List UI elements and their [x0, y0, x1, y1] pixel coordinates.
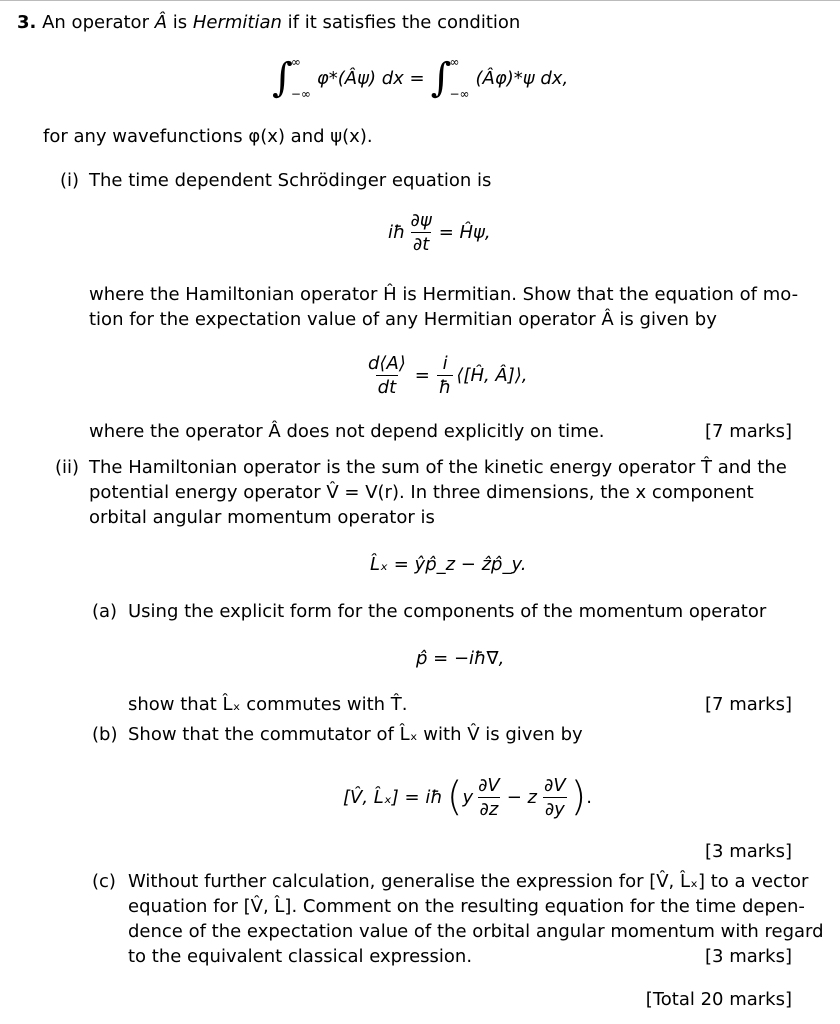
question-number: 3.: [17, 12, 37, 33]
total-marks: [Total 20 marks]: [645, 989, 792, 1010]
commutator-equation: [V̂, L̂ₓ] = iħ ( y $\frac{\partial V}{\partial z}$ − z $\frac{\partial V}{\partial y}$ ) .: [343, 774, 592, 820]
part-b-line1: Show that the commutator of L̂ₓ with V̂ is given by: [128, 724, 583, 745]
part-c-line4: to the equivalent classical expression.: [128, 946, 473, 967]
part-c-line1: Without further calculation, generalise the expression for [V̂, L̂ₓ] to a vector: [128, 871, 809, 892]
part-ii-line3: orbital angular momentum operator is: [89, 507, 435, 528]
part-i-label: (i): [60, 170, 80, 191]
dpsi-dt-fraction: $\frac{\partial\psi}{\partial t}$: [410, 209, 432, 255]
part-i-line1: The time dependent Schrödinger equation is: [89, 170, 492, 191]
part-a-line2: show that L̂ₓ commutes with T̂.: [128, 694, 408, 715]
part-ii-line2: potential energy operator V̂ = V(r). In three dimensions, the x component: [89, 482, 754, 503]
part-i-marks: [7 marks]: [705, 421, 792, 442]
part-a-label: (a): [92, 601, 118, 622]
hermitian-equation: ∫ ∞ −∞ φ*(Âψ) dx = ∫ ∞ −∞ (Âφ)*ψ dx,: [272, 55, 569, 101]
part-i-line2: where the Hamiltonian operator Ĥ is Hermitian. Show that the equation of mo-: [89, 284, 799, 305]
part-ii-line1: The Hamiltonian operator is the sum of the kinetic energy operator T̂ and the: [89, 457, 787, 478]
part-i-line3: tion for the expectation value of any Hermitian operator Â is given by: [89, 309, 717, 330]
part-a-line1: Using the explicit form for the components of the momentum operator: [128, 601, 767, 622]
part-c-line2: equation for [V̂, L̂]. Comment on the resulting equation for the time depen-: [128, 896, 805, 917]
dA-dt-fraction: $\frac{d⟨A⟩}{dt}$: [368, 352, 406, 398]
i-hbar-fraction: $\frac{i}{ħ}$: [438, 352, 452, 398]
integral-lhs: ∫ ∞ −∞: [272, 55, 311, 101]
for-any-text: for any wavefunctions φ(x) and ψ(x).: [43, 126, 373, 147]
top-rule: [0, 0, 840, 1]
part-ii-label: (ii): [55, 457, 80, 478]
momentum-equation: p̂ = −iħ∇,: [416, 648, 505, 669]
dV-dz-fraction: $\frac{\partial V}{\partial z}$: [478, 774, 500, 820]
part-a-marks: [7 marks]: [705, 694, 792, 715]
question-intro: 3. An operator Â is Hermitian if it satisfies the condition: [17, 12, 521, 33]
motion-equation: $\frac{d⟨A⟩}{dt}$ = $\frac{i}{ħ}$ ⟨[Ĥ, Â]⟩,: [368, 352, 528, 398]
dV-dy-fraction: $\frac{\partial V}{\partial y}$: [544, 774, 566, 820]
part-c-label: (c): [92, 871, 116, 892]
part-c-marks: [3 marks]: [705, 946, 792, 967]
part-b-marks: [3 marks]: [705, 841, 792, 862]
schrodinger-equation: iħ $\frac{\partial\psi}{\partial t}$ = Ĥψ,: [388, 209, 491, 255]
integral-rhs: ∫ ∞ −∞: [430, 55, 470, 101]
part-c-line3: dence of the expectation value of the orbital angular momentum with regard: [128, 921, 824, 942]
part-i-line4: where the operator Â does not depend explicitly on time.: [89, 421, 605, 442]
Lx-equation: L̂ₓ = ŷp̂_z − ẑp̂_y.: [370, 554, 527, 575]
hermitian-term: Hermitian: [192, 12, 282, 33]
part-b-label: (b): [92, 724, 118, 745]
